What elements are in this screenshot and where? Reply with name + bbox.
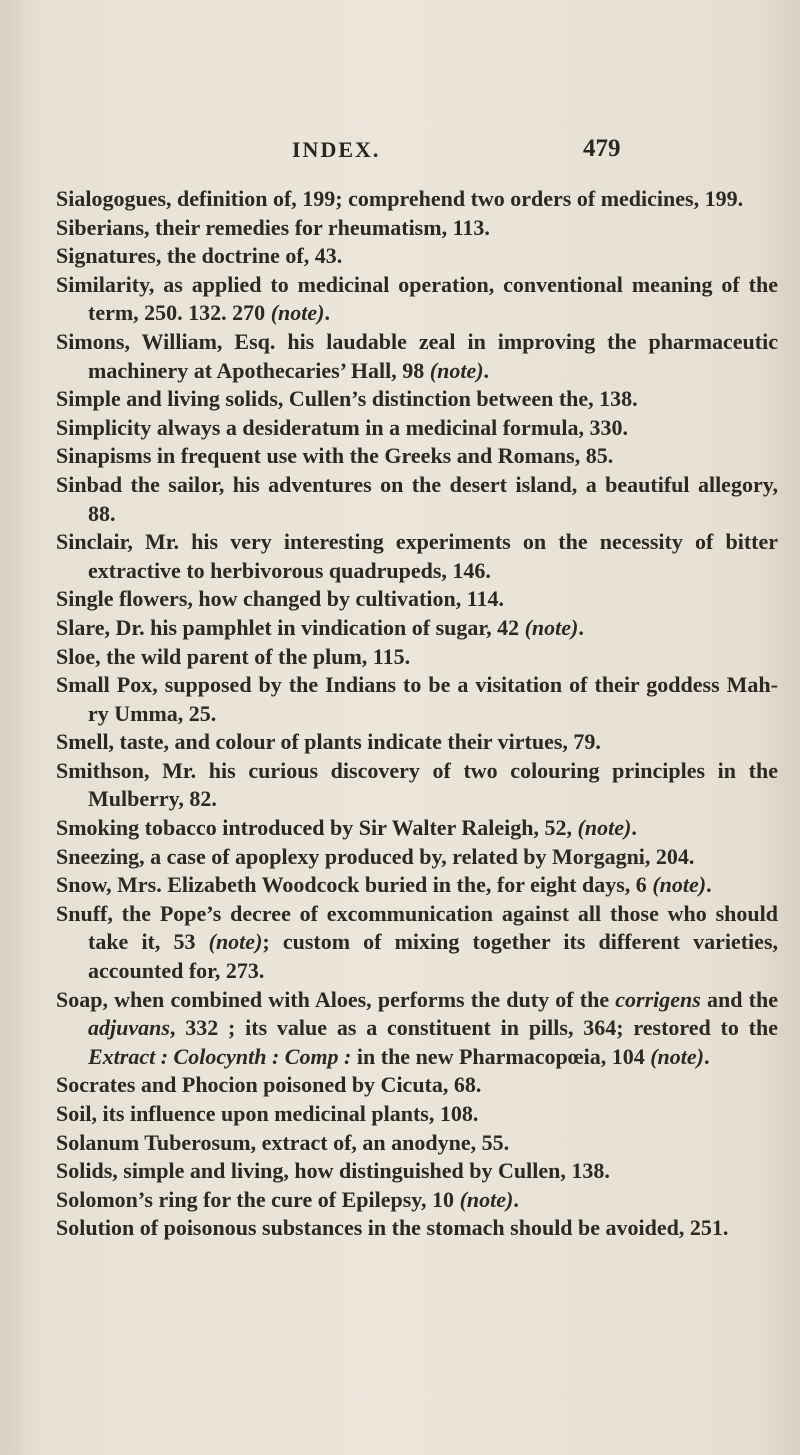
index-entry: Snuff, the Pope’s decree of excommunication against all those who should take it, 53 (note); custom of mixing together its different varieties, accounted for, 273. (56, 900, 779, 984)
index-entry: Solomon’s ring for the cure of Epilepsy, 10 (note). (56, 1186, 519, 1212)
index-entry: Sinclair, Mr. his very interesting experiments on the necessity of bitter extractive to herbivorous quadrupeds, 146. (56, 529, 778, 583)
index-entry: Siberians, their remedies for rheumatism, 113. (56, 214, 490, 240)
index-entry: Sinbad the sailor, his adventures on the desert island, a beautiful allegory, 88. (56, 471, 778, 526)
index-entry: Smoking tobacco introduced by Sir Walter Raleigh, 52, (note). (56, 815, 637, 841)
index-entry: Socrates and Phocion poisoned by Cicuta, 68. (56, 1072, 482, 1098)
index-entry: Solanum Tuberosum, extract of, an anodyne, 55. (56, 1129, 510, 1155)
index-entry: Single flowers, how changed by cultivation, 114. (56, 586, 504, 612)
index-entry: Soil, its influence upon medicinal plants, 108. (56, 1101, 479, 1126)
index-entry: Solids, simple and living, how distinguished by Cullen, 138. (56, 1158, 610, 1184)
index-entry: Small Pox, supposed by the Indians to be a visitation of their goddess Mah-ry Umma, 25. (56, 672, 778, 726)
index-entry: Simplicity always a desideratum in a medicinal formula, 330. (56, 414, 628, 440)
index-entry: Solution of poisonous substances in the stomach should be avoided, 251. (56, 1215, 729, 1241)
index-entry: Slare, Dr. his pamphlet in vindication of sugar, 42 (note). (56, 614, 584, 640)
page-number: 479 (583, 135, 621, 162)
page-header (0, 135, 800, 175)
index-entry: Soap, when combined with Aloes, performs the duty of the corrigens and the adjuvans, 332 ; its value as a constituent in pills, 364; restored to the Extract : Colocynth : Comp : in the new Pharmacopœia, 104 (note). (56, 986, 779, 1069)
index-entry: Sneezing, a case of apoplexy produced by, related by Morgagni, 204. (56, 843, 695, 869)
index-entry: Sialogogues, definition of, 199; comprehend two orders of medicines, 199. (56, 186, 744, 211)
index-entry: Smithson, Mr. his curious discovery of two colouring principles in the Mulberry, 82. (56, 757, 778, 812)
index-entry: Simple and living solids, Cullen’s distinction between the, 138. (56, 386, 638, 412)
index-entry: Similarity, as applied to medicinal operation, conventional meaning of the term, 250. 132. 270 (note). (56, 271, 778, 326)
index-entry: Signatures, the doctrine of, 43. (56, 243, 343, 269)
index-entries (56, 185, 778, 1243)
index-entry: Sinapisms in frequent use with the Greeks and Romans, 85. (56, 443, 614, 469)
index-entry: Simons, William, Esq. his laudable zeal in improving the pharmaceutic machinery at Apothecaries’ Hall, 98 (note). (56, 328, 778, 383)
index-entry: Smell, taste, and colour of plants indicate their virtues, 79. (56, 729, 601, 755)
index-entry: Sloe, the wild parent of the plum, 115. (56, 643, 411, 669)
index-entry: Snow, Mrs. Elizabeth Woodcock buried in the, for eight days, 6 (note). (56, 872, 712, 898)
running-title: INDEX. (292, 137, 381, 162)
